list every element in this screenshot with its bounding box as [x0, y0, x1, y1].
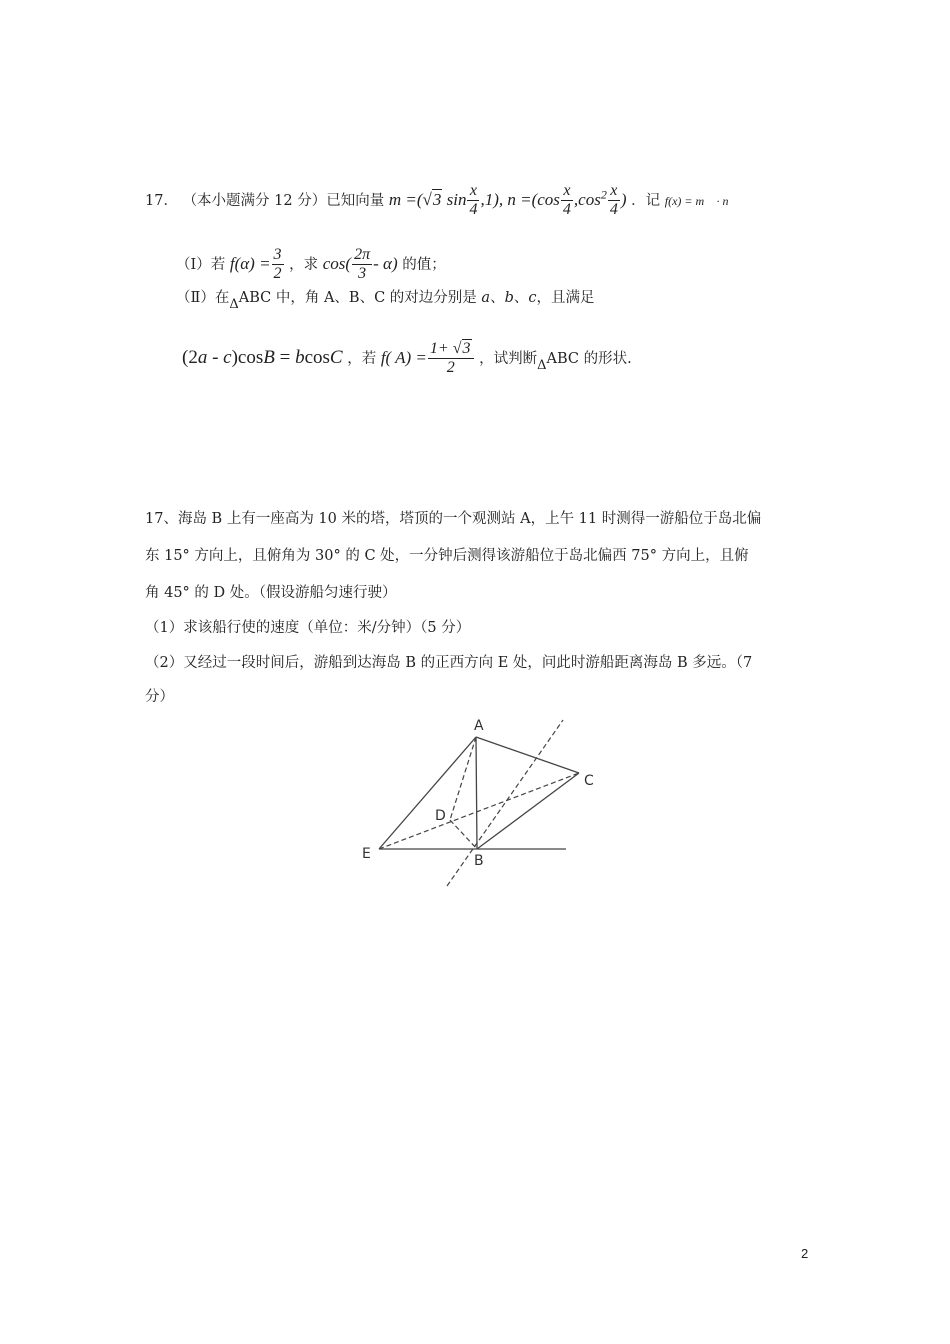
problem1-note-prefix: ．记: [631, 192, 661, 209]
label-E: E: [362, 846, 371, 862]
f-a-formula: f( A) = $\frac{1+ √3}{2}$: [381, 348, 475, 367]
part1-label: （Ⅰ）若: [176, 256, 226, 273]
problem1-number: 17．: [145, 192, 178, 209]
problem2-q2-line1: （2）又经过一段时间后，游船到达海岛 B 的正西方向 E 处，问此时游船距离海岛 B 多远。（7: [145, 655, 753, 671]
label-D: D: [435, 808, 446, 824]
problem1-condition: [182, 340, 632, 378]
condition-comma: ，若: [347, 350, 377, 367]
part1-end: 的值；: [402, 256, 446, 273]
part1-mid: ，求: [289, 256, 319, 273]
triangle-symbol-2: Δ: [537, 357, 547, 373]
problem2-line2: 东 15° 方向上，且俯角为 30° 的 C 处，一分钟后测得该游船位于岛北偏西 75° 方向上，且俯: [145, 548, 749, 564]
condition-end: ABC 的形状.: [546, 350, 632, 367]
side-c: c: [528, 290, 537, 306]
dashed-AD: [450, 737, 476, 820]
dashed-north-line: [447, 720, 563, 886]
problem2-line1: 17、海岛 B 上有一座高为 10 米的塔，塔顶的一个观测站 A，上午 11 时测得一游船位于岛北偏: [145, 511, 762, 527]
side-b: b: [504, 290, 514, 306]
segment-AC: [476, 737, 579, 773]
part2-end: ，且满足: [536, 290, 595, 306]
f-alpha-formula: f(α) = $\frac{3}{2}$: [229, 246, 282, 283]
label-A: A: [474, 718, 484, 734]
cos-expression: cos( $\frac{2\pi}{3}$ - α): [322, 246, 398, 283]
page-number: 2: [801, 1246, 809, 1261]
part2-text: ABC 中，角 A、B、C 的对边分别是: [238, 290, 477, 306]
geometry-figure: [350, 710, 600, 895]
problem1-part2: （Ⅱ）在ΔABC 中，角 A、B、C 的对边分别是 a、b、c，且满足: [176, 290, 595, 312]
triangle-symbol: Δ: [229, 297, 239, 312]
condition-formula: (2a - c)cosB = bcosC: [182, 346, 343, 368]
problem1-part1: [176, 246, 446, 284]
label-B: B: [474, 853, 484, 869]
label-C: C: [584, 773, 594, 789]
fx-definition: f(x) = m⃗ · n⃗: [664, 193, 738, 208]
side-a: a: [481, 290, 491, 306]
problem1-line1: [145, 182, 738, 220]
problem2-q1: （1）求该船行使的速度（单位：米/分钟）（5 分）: [145, 620, 471, 636]
segment-AB: [476, 737, 477, 849]
dashed-DB: [450, 820, 477, 849]
condition-tail: ，试判断: [479, 350, 538, 367]
part2-label: （Ⅱ）在: [176, 290, 230, 306]
problem1-intro: （本小题满分 12 分）已知向量: [182, 192, 385, 209]
problem2-line3: 角 45° 的 D 处。（假设游船匀速行驶）: [145, 585, 397, 601]
dashed-EC: [379, 773, 579, 849]
problem2-q2-line2: 分）: [145, 689, 174, 705]
vector-m-formula: m =(√3 sin $\frac{x}{4}$ ,1), n =(cos $\frac{x}{4}$ $,\cos^2$ $\frac{x}{4}$ ): [388, 182, 627, 219]
segment-BC: [477, 773, 579, 849]
